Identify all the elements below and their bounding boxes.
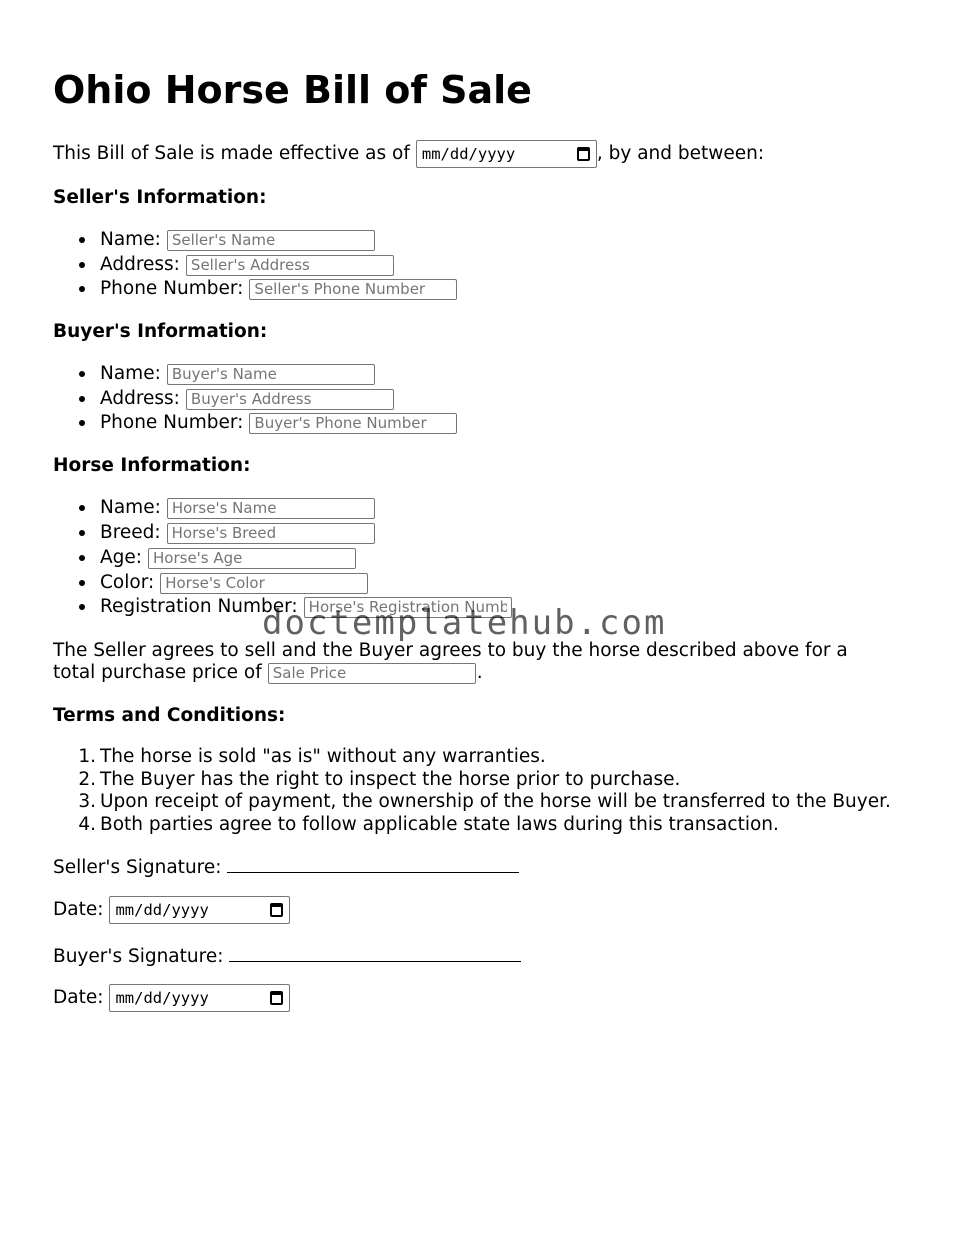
- bullet: [79, 371, 85, 377]
- agreement-line-2: [53, 661, 483, 685]
- horse-name-input[interactable]: [167, 498, 375, 519]
- buyer-signature-line: [53, 943, 521, 969]
- horse-color-item: [100, 571, 368, 595]
- seller-name-item: [100, 228, 375, 252]
- bullet: [79, 530, 85, 536]
- seller-signature-label: Seller's Signature:: [53, 857, 222, 878]
- buyer-phone-input[interactable]: [249, 413, 457, 434]
- term-item: [78, 813, 779, 837]
- buyer-signature-label: Buyer's Signature:: [53, 946, 224, 967]
- buyer-signature-blank[interactable]: [229, 943, 521, 962]
- horse-age-label: Age:: [100, 547, 143, 568]
- date-placeholder: mm/dd/yyyy: [115, 989, 209, 1007]
- term-number: 1.: [78, 746, 96, 767]
- seller-signature-blank[interactable]: [227, 854, 519, 873]
- term-text: The horse is sold "as is" without any warranties.: [100, 746, 546, 767]
- seller-date-label: Date:: [53, 899, 104, 920]
- effective-date-input[interactable]: [416, 140, 597, 168]
- buyer-date-line: [53, 984, 290, 1012]
- horse-age-input[interactable]: [148, 548, 356, 569]
- horse-registration-input[interactable]: [304, 597, 512, 618]
- horse-breed-label: Breed:: [100, 522, 161, 543]
- seller-date-line: [53, 896, 290, 924]
- buyer-name-input[interactable]: [167, 364, 375, 385]
- horse-heading: Horse Information:: [53, 455, 251, 476]
- seller-address-item: [100, 253, 394, 277]
- terms-heading: Terms and Conditions:: [53, 705, 286, 726]
- page-title: Ohio Horse Bill of Sale: [53, 68, 532, 112]
- buyer-phone-label: Phone Number:: [100, 412, 244, 433]
- seller-signature-line: [53, 854, 519, 880]
- seller-address-label: Address:: [100, 254, 180, 275]
- term-item: [78, 745, 546, 769]
- calendar-icon[interactable]: [577, 147, 590, 161]
- bullet: [79, 396, 85, 402]
- term-text: The Buyer has the right to inspect the horse prior to purchase.: [100, 769, 681, 790]
- term-number: 2.: [78, 769, 96, 790]
- watermark: doctemplatehub.com: [262, 603, 667, 643]
- bullet: [79, 237, 85, 243]
- bullet: [79, 286, 85, 292]
- seller-name-label: Name:: [100, 229, 161, 250]
- calendar-icon[interactable]: [270, 903, 283, 917]
- horse-age-item: [100, 546, 356, 570]
- buyer-address-label: Address:: [100, 388, 180, 409]
- date-placeholder: mm/dd/yyyy: [421, 145, 516, 163]
- term-item: [78, 790, 891, 814]
- seller-address-input[interactable]: [186, 255, 394, 276]
- horse-breed-input[interactable]: [167, 523, 375, 544]
- buyer-date-input[interactable]: [109, 984, 290, 1012]
- seller-phone-input[interactable]: [249, 279, 457, 300]
- horse-name-item: [100, 496, 375, 520]
- buyer-heading: Buyer's Information:: [53, 321, 268, 342]
- bullet: [79, 604, 85, 610]
- intro-suffix: , by and between:: [596, 143, 765, 164]
- sale-price-input[interactable]: [268, 663, 476, 684]
- bullet: [79, 262, 85, 268]
- calendar-icon[interactable]: [270, 991, 283, 1005]
- intro-line: [53, 140, 764, 168]
- horse-color-label: Color:: [100, 572, 155, 593]
- term-text: Both parties agree to follow applicable state laws during this transaction.: [100, 814, 779, 835]
- seller-date-input[interactable]: [109, 896, 290, 924]
- bullet: [79, 580, 85, 586]
- buyer-address-input[interactable]: [186, 389, 394, 410]
- horse-breed-item: [100, 521, 375, 545]
- date-placeholder: mm/dd/yyyy: [115, 901, 209, 919]
- horse-color-input[interactable]: [160, 573, 368, 594]
- horse-registration-label: Registration Number:: [100, 596, 298, 617]
- intro-text: This Bill of Sale is made effective as of: [53, 143, 410, 164]
- buyer-name-label: Name:: [100, 363, 161, 384]
- agreement-period: .: [476, 662, 483, 683]
- bullet: [79, 555, 85, 561]
- seller-phone-label: Phone Number:: [100, 278, 244, 299]
- buyer-phone-item: [100, 411, 457, 435]
- horse-registration-item: [100, 595, 512, 619]
- term-number: 4.: [78, 814, 96, 835]
- seller-phone-item: [100, 277, 457, 301]
- buyer-date-label: Date:: [53, 987, 104, 1008]
- bullet: [79, 420, 85, 426]
- agreement-line-1: The Seller agrees to sell and the Buyer agrees to buy the horse described above for a: [53, 640, 848, 661]
- seller-name-input[interactable]: [167, 230, 375, 251]
- term-item: [78, 768, 681, 792]
- seller-heading: Seller's Information:: [53, 187, 267, 208]
- term-text: Upon receipt of payment, the ownership of the horse will be transferred to the Buyer.: [100, 791, 891, 812]
- term-number: 3.: [78, 791, 96, 812]
- buyer-name-item: [100, 362, 375, 386]
- buyer-address-item: [100, 387, 394, 411]
- bullet: [79, 505, 85, 511]
- horse-name-label: Name:: [100, 497, 161, 518]
- agreement-price-text: total purchase price of: [53, 662, 262, 683]
